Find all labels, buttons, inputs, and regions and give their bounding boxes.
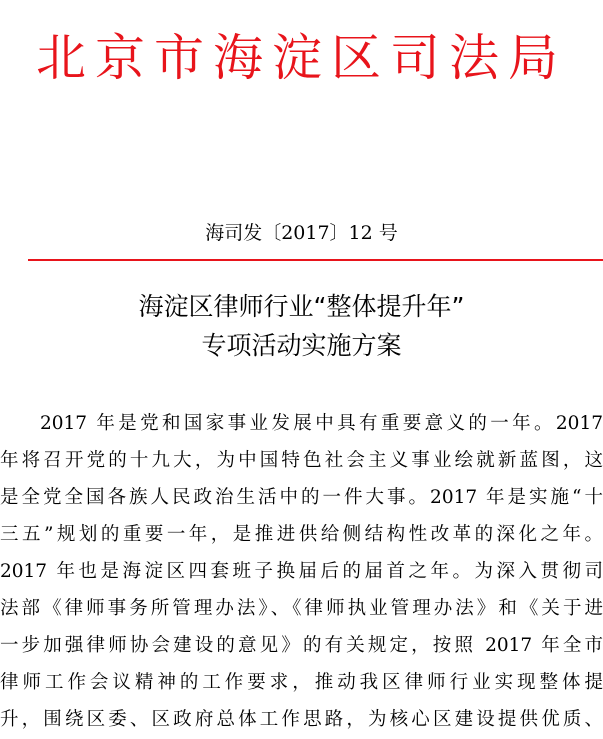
body-line-3: 是全党全国各族人民政治生活中的一件大事。2017 年是实施“十 xyxy=(0,487,603,508)
body-line-1: 2017 年是党和国家事业发展中具有重要意义的一年。2017 xyxy=(40,413,603,434)
body-line-9: 升，围绕区委、区政府总体工作思路，为核心区建设提供优质、 xyxy=(0,709,603,730)
body-line-6: 法部《律师事务所管理办法》、《律师执业管理办法》和《关于进 xyxy=(0,598,603,619)
body-line-8: 律师工作会议精神的工作要求，推动我区律师行业实现整体提 xyxy=(0,672,603,693)
body-line-4: 三五”规划的重要一年，是推进供给侧结构性改革的深化之年。 xyxy=(0,524,603,545)
document-title-line-2: 专项活动实施方案 xyxy=(201,331,402,360)
document-number: 海司发〔2017〕12 号 xyxy=(205,222,398,244)
body-line-2: 年将召开党的十九大，为中国特色社会主义事业绘就新蓝图，这 xyxy=(0,450,603,471)
body-line-5: 2017 年也是海淀区四套班子换届后的届首之年。为深入贯彻司 xyxy=(0,561,603,582)
body-paragraph xyxy=(0,405,603,738)
document-title-line-1: 海淀区律师行业“整体提升年” xyxy=(138,292,465,321)
red-divider-line xyxy=(28,259,603,261)
body-line-7: 一步加强律师协会建设的意见》的有关规定，按照 2017 年全市 xyxy=(0,635,603,656)
issuing-authority-masthead: 北京市海淀区司法局 xyxy=(36,29,567,87)
